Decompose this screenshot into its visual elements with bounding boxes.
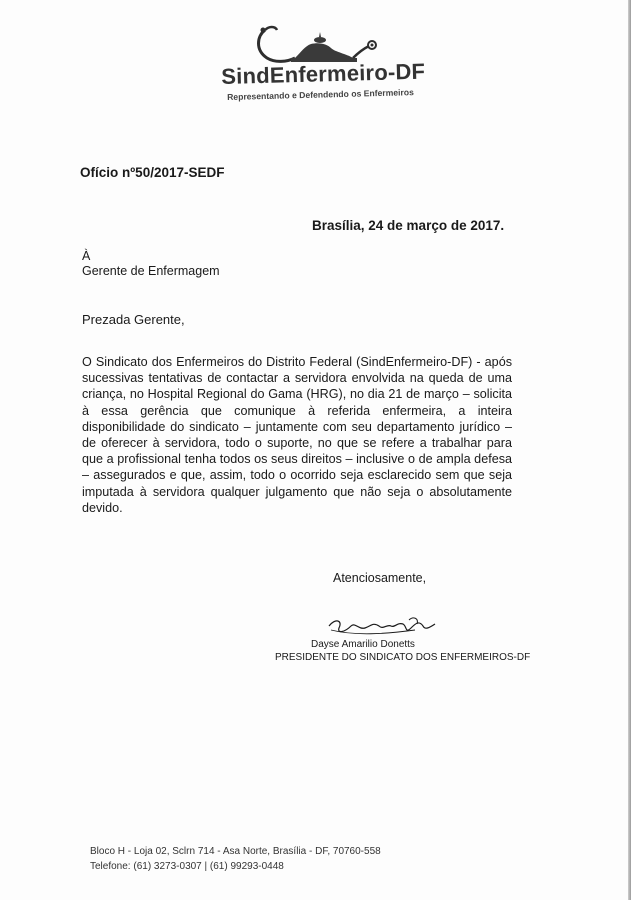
document-date: Brasília, 24 de março de 2017. [312,218,505,233]
signatory-name: Dayse Amarilio Donetts [311,639,415,650]
greeting: Prezada Gerente, [82,312,185,327]
footer-phone: Telefone: (61) 3273-0307 | (61) 99293-0448 [90,861,284,872]
address-prefix: À [82,249,91,263]
signatory-role: PRESIDENTE DO SINDICATO DOS ENFERMEIROS-DF [275,652,531,663]
closing: Atenciosamente, [333,571,427,585]
brand-name: SindEnfermeiro-DF [221,58,426,89]
recipient-role: Gerente de Enfermagem [82,264,220,278]
brand-tagline: Representando e Defendendo os Enfermeiros [227,87,414,102]
letterhead-logo [215,22,435,112]
footer-address: Bloco H - Loja 02, Sclrn 714 - Asa Norte, Brasília - DF, 70760-558 [90,846,381,857]
body-paragraph: O Sindicato dos Enfermeiros do Distrito Federal (SindEnfermeiro-DF) - após sucessivas tentativas de contactar a servidora envolvida na queda de uma criança, no Hospital Regional do Gama (HRG), no dia 21 de março – solicita à essa gerência que comunique à referida enfermeira, a inteira disponibilidade do sindicato – juntamente com seu departamento jurídico – de oferecer à servidora, todo o suporte, no que se refere a trabalhar para que a profissional tenha todos os seus direitos – inclusive o de ampla defesa – assegurados e que, assim, todo o ocorrido seja esclarecido sem que seja imputada à servidora qualquer julgamento que não seja o absolutamente devido. [82,355,512,515]
handwritten-signature [325,612,445,642]
document-reference: Ofício nº50/2017-SEDF [80,165,225,180]
